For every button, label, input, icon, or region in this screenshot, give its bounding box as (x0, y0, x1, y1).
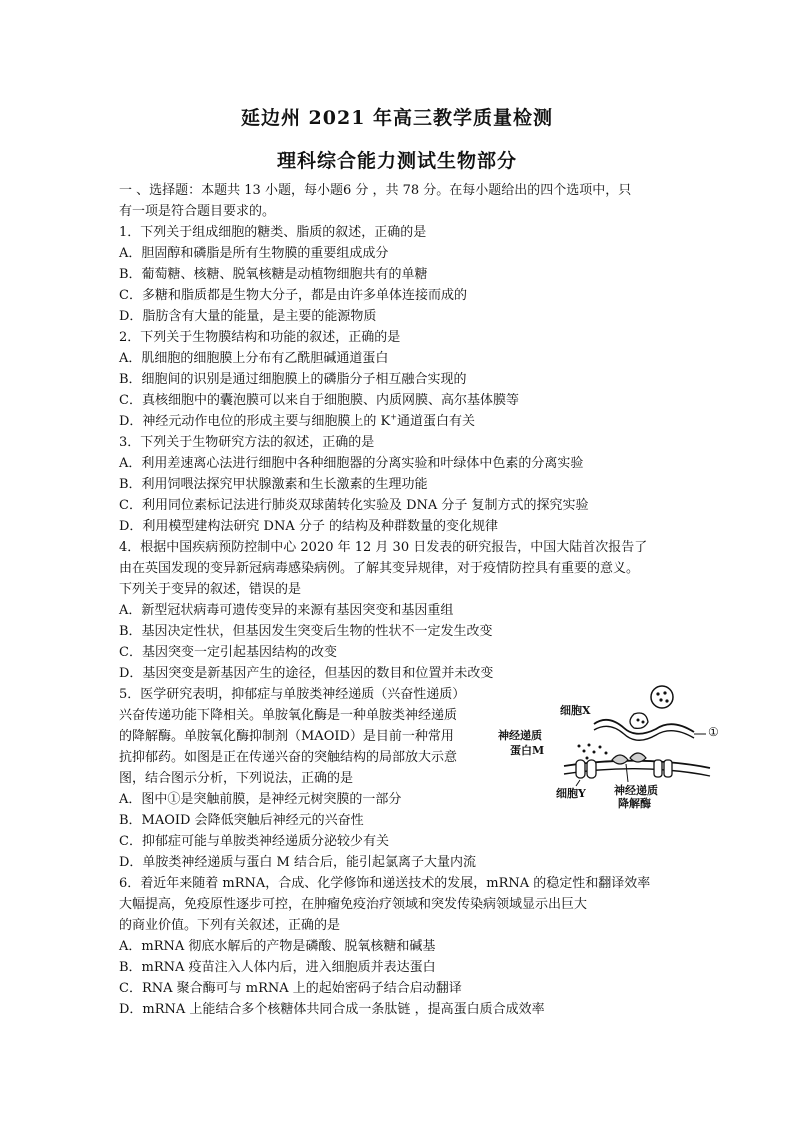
question-3-option-b: B．利用饲喂法探究甲状腺激素和生长激素的生理功能 (119, 477, 428, 492)
question-1-option-b: B．葡萄糖、核糖、脱氧核糖是动植物细胞共有的单糖 (119, 267, 428, 282)
question-3-option-c: C．利用同位素标记法进行肺炎双球菌转化实验及 DNA 分子 复制方式的探究实验 (119, 498, 589, 513)
question-1-stem: 1．下列关于组成细胞的糖类、脂质的叙述，正确的是 (119, 225, 427, 240)
question-4-option-d: D．基因突变是新基因产生的途径，但基因的数目和位置并未改变 (119, 666, 494, 681)
protein-m-label: 蛋白M (510, 744, 545, 757)
question-3-option-a: A．利用差速离心法进行细胞中各种细胞器的分离实验和叶绿体中色素的分离实验 (119, 456, 584, 471)
question-3-option-d: D．利用模型建构法研究 DNA 分子 的结构及种群数量的变化规律 (119, 519, 499, 534)
question-6-option-c: C．RNA 聚合酶可与 mRNA 上的起始密码子结合启动翻译 (119, 981, 462, 996)
section-intro-line-2: 有一项是符合题目要求的。 (119, 204, 276, 219)
page-subtitle: 理科综合能力测试生物部分 (276, 150, 517, 172)
section-intro-line-1: 一 、选择题：本题共 13 小题，每小题6 分 ，共 78 分。在每小题给出的四个选项中，只 (119, 183, 632, 198)
question-5-stem-line-4: 抗抑郁药。如图是正在传递兴奋的突触结构的局部放大示意 (119, 750, 458, 765)
question-4-option-c: C．基因突变一定引起基因结构的改变 (119, 645, 337, 660)
marker-label: ① (708, 725, 719, 739)
question-6-stem-line-2: 大幅提高，免疫原性逐步可控，在肿瘤免疫治疗领域和突发传染病领域显示出巨大 (119, 897, 588, 912)
question-4-stem-line-1: 4．根据中国疾病预防控制中心 2020 年 12 月 30 日发表的研究报告，中国大陆首次报告了 (119, 540, 648, 555)
page-title: 延边州 2021 年高三教学质量检测 (240, 107, 554, 129)
transmitter-label: 神经递质 (498, 729, 542, 742)
question-6-option-d: D．mRNA 上能结合多个核糖体共同合成一条肽链 ，提高蛋白质合成效率 (119, 1002, 545, 1017)
question-2-option-c: C．真核细胞中的囊泡膜可以来自于细胞膜、内质网膜、高尔基体膜等 (119, 393, 519, 408)
question-5-option-a: A．图中①是突触前膜，是神经元树突膜的一部分 (119, 792, 402, 807)
question-2-option-b: B．细胞间的识别是通过细胞膜上的磷脂分子相互融合实现的 (119, 372, 467, 387)
question-5-stem-line-2: 兴奋传递功能下降相关。单胺氧化酶是一种单胺类神经递质 (119, 708, 458, 723)
cell-x-label: 细胞X (560, 704, 591, 717)
question-1-option-d: D．脂肪含有大量的能量，是主要的能源物质 (119, 309, 377, 324)
question-6-stem-line-1: 6．着近年来随着 mRNA，合成、化学修饰和递送技术的发展，mRNA 的稳定性和翻译效率 (119, 876, 651, 891)
question-5-option-d: D．单胺类神经递质与蛋白 M 结合后，能引起氯离子大量内流 (119, 855, 476, 870)
degrading-enzyme-label-2: 降解酶 (618, 797, 651, 810)
question-5-option-b: B．MAOID 会降低突触后神经元的兴奋性 (119, 813, 364, 828)
question-1-option-a: A．胆固醇和磷脂是所有生物膜的重要组成成分 (119, 246, 389, 261)
question-2-option-a: A．肌细胞的细胞膜上分布有乙酰胆碱通道蛋白 (119, 351, 389, 366)
question-4-option-a: A．新型冠状病毒可遗传变异的来源有基因突变和基因重组 (119, 603, 454, 618)
question-2-option-d-tail: 通道蛋白有关 (396, 414, 475, 429)
question-4-stem-line-2: 由在英国发现的变异新冠病毒感染病例。了解其变异规律，对于疫情防控具有重要的意义。 (119, 561, 640, 576)
potassium-superscript: + (390, 412, 397, 422)
question-5-stem-line-3: 的降解酶。单胺氧化酶抑制剂（MAOID）是目前一种常用 (119, 729, 454, 744)
synapse-diagram (496, 684, 722, 812)
question-5-stem-line-1: 5．医学研究表明，抑郁症与单胺类神经递质（兴奋性递质） (119, 687, 466, 702)
question-2-option-d (119, 412, 475, 432)
question-2-option-d-text: D．神经元动作电位的形成主要与细胞膜上的 K (119, 414, 391, 429)
degrading-enzyme-label-1: 神经递质 (614, 784, 658, 797)
question-6-stem-line-3: 的商业价值。下列有关叙述，正确的是 (119, 918, 341, 933)
question-4-stem-line-3: 下列关于变异的叙述，错误的是 (119, 582, 302, 597)
question-5-stem-line-5: 图，结合图示分析，下列说法，正确的是 (119, 771, 354, 786)
question-5-option-c: C．抑郁症可能与单胺类神经递质分泌较少有关 (119, 834, 389, 849)
question-1-option-c: C．多糖和脂质都是生物大分子，都是由许多单体连接而成的 (119, 288, 467, 303)
question-3-stem: 3．下列关于生物研究方法的叙述，正确的是 (119, 435, 375, 450)
question-2-stem: 2．下列关于生物膜结构和功能的叙述，正确的是 (119, 330, 401, 345)
question-6-option-a: A．mRNA 彻底水解后的产物是磷酸、脱氧核糖和碱基 (119, 939, 436, 954)
question-4-option-b: B．基因决定性状，但基因发生突变后生物的性状不一定发生改变 (119, 624, 493, 639)
question-6-option-b: B．mRNA 疫苗注入人体内后，进入细胞质并表达蛋白 (119, 960, 436, 975)
cell-y-label: 细胞Y (556, 787, 586, 800)
